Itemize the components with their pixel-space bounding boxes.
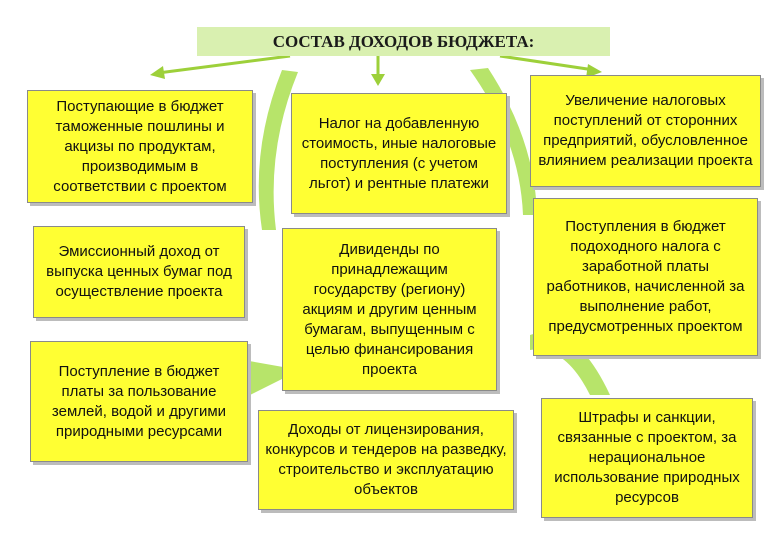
box-fines-sanctions [541, 398, 753, 518]
arrow-left [150, 56, 290, 79]
arrow-center [371, 56, 385, 86]
box-income-tax-text: Поступления в бюджет подоходного налога с заработной платы работников, начисленной за выполнение работ, предусмотренных проектом [546, 218, 745, 335]
box-income-tax [533, 198, 758, 356]
box-dividends [282, 228, 497, 391]
box-third-party-taxes-text: Увеличение налоговых поступлений от сторонних предприятий, обусловленное влиянием реализации проекта [538, 92, 753, 169]
box-customs-duties [27, 90, 253, 203]
box-fines-sanctions-text: Штрафы и санкции, связанные с проектом, за нерациональное использование природных ресурсов [554, 409, 740, 506]
box-vat-taxes-text: Налог на добавленную стоимость, иные налоговые поступления (с учетом льгот) и рентные платежи [301, 114, 497, 192]
box-vat-taxes [291, 93, 507, 214]
box-customs-duties-text: Поступающие в бюджет таможенные пошлины и акцизы по продуктам, производимым в соответствии с проектом [53, 97, 227, 195]
box-third-party-taxes [530, 75, 761, 187]
box-emission-income [33, 226, 245, 318]
box-dividends-text: Дивиденды по принадлежащим государству (региону) акциям и другим ценным бумагам, выпущенным с целью финансирования проекта [302, 240, 477, 378]
box-licensing-income-text: Доходы от лицензирования, конкурсов и тендеров на разведку, строительство и эксплуатацию объектов [265, 421, 507, 498]
box-licensing-income [258, 410, 514, 510]
diagram-title: СОСТАВ ДОХОДОВ БЮДЖЕТА: [197, 27, 610, 56]
box-natural-resource-payments-text: Поступление в бюджет платы за пользование землей, водой и другими природными ресурсами [51, 362, 227, 440]
box-natural-resource-payments [30, 341, 248, 462]
box-emission-income-text: Эмиссионный доход от выпуска ценных бумаг под осуществление проекта [46, 243, 232, 300]
